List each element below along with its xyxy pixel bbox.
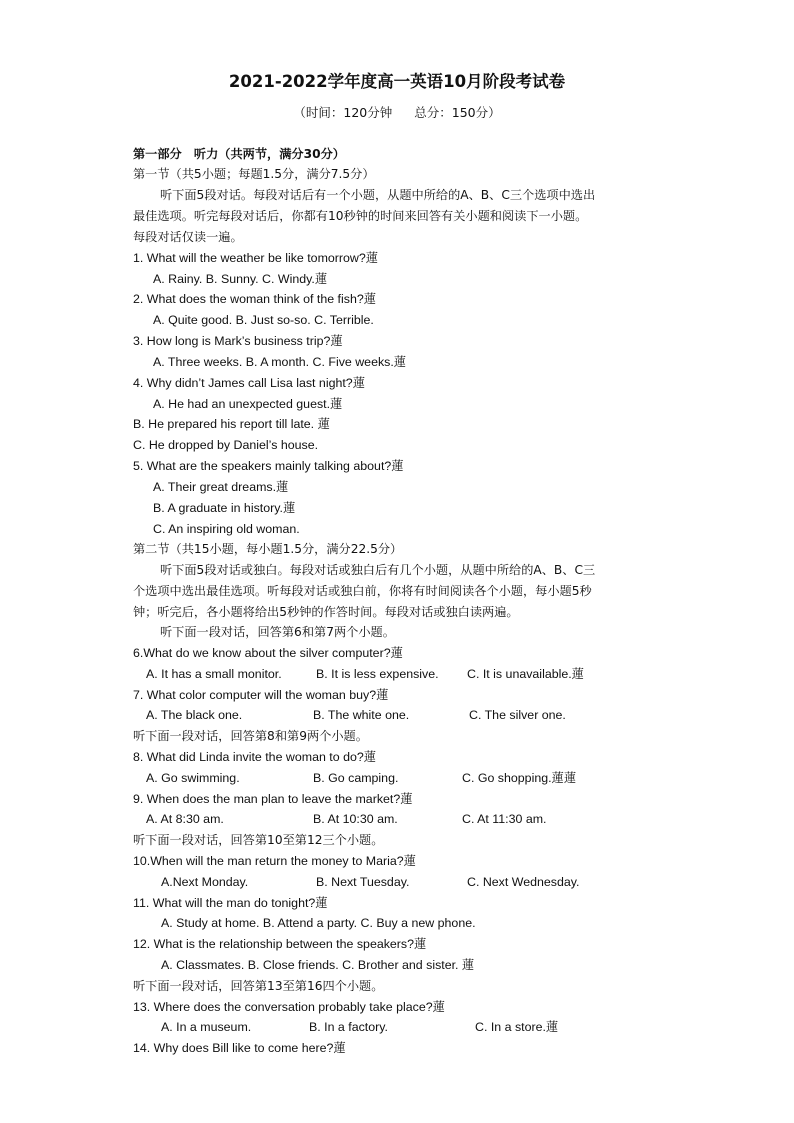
question-stem: 13. Where does the conversation probably take place?蓮 [133, 1000, 446, 1014]
option-c: C. It is unavailable.蓮 [467, 667, 585, 681]
option-b: B. At 10:30 am. [313, 812, 398, 826]
question-options: A. Study at home. B. Attend a party. C. Buy a new phone. [161, 916, 476, 930]
section1-instruction-line: 每段对话仅读一遍。 [133, 230, 243, 244]
question-stem: 10.When will the man return the money to Maria?蓮 [133, 854, 417, 868]
option-b: B. Go camping. [313, 771, 399, 785]
option-a: A.Next Monday. [161, 875, 249, 889]
section1-instruction-line: 最佳选项。听完每段对话后，你都有10秒钟的时间来回答有关小题和阅读下一小题。 [133, 209, 588, 223]
question-stem: 9. When does the man plan to leave the market?蓮 [133, 792, 413, 806]
part1-heading: 第一部分 听力（共两节，满分30分） [133, 147, 345, 161]
option-b: B. In a factory. [309, 1020, 388, 1034]
section2-heading: 第二节（共15小题，每小题1.5分，满分22.5分） [133, 542, 403, 556]
question-stem: 8. What did Linda invite the woman to do?蓮 [133, 750, 377, 764]
option-a: A. At 8:30 am. [146, 812, 224, 826]
option-a: A. Go swimming. [146, 771, 240, 785]
option-b: B. He prepared his report till late. 蓮 [133, 417, 330, 431]
option-a: A. He had an unexpected guest.蓮 [153, 397, 343, 411]
option-c: C. Go shopping.蓮蓮 [462, 771, 577, 785]
question-options: A. Three weeks. B. A month. C. Five weeks.蓮 [153, 355, 407, 369]
option-c: C. He dropped by Daniel’s house. [133, 438, 319, 452]
question-options: A. Classmates. B. Close friends. C. Brother and sister. 蓮 [161, 958, 475, 972]
question-stem: 11. What will the man do tonight?蓮 [133, 896, 328, 910]
option-a: A. In a museum. [161, 1020, 252, 1034]
question-stem: 3. How long is Mark’s business trip?蓮 [133, 334, 343, 348]
page-title: 2021-2022学年度高一英语10月阶段考试卷 [228, 72, 566, 91]
option-a: A. Their great dreams.蓮 [153, 480, 289, 494]
section1-instruction-line: 听下面5段对话。每段对话后有一个小题，从题中所给的A、B、C三个选项中选出 [160, 188, 596, 202]
section2-instruction-line: 钟；听完后，各小题将给出5秒钟的作答时间。每段对话或独白读两遍。 [133, 605, 519, 619]
sub-instruction: 听下面一段对话，回答第13至第16四个小题。 [133, 979, 384, 993]
option-a: A. The black one. [146, 708, 243, 722]
option-c: C. Next Wednesday. [467, 875, 580, 889]
option-c: C. An inspiring old woman. [153, 522, 300, 536]
question-stem: 5. What are the speakers mainly talking about?蓮 [133, 459, 404, 473]
option-c: C. In a store.蓮 [475, 1020, 559, 1034]
question-stem: 12. What is the relationship between the speakers?蓮 [133, 937, 427, 951]
option-c: C. The silver one. [469, 708, 566, 722]
sub-instruction: 听下面一段对话，回答第10至第12三个小题。 [133, 833, 384, 847]
question-stem: 1. What will the weather be like tomorrow?蓮 [133, 251, 379, 265]
option-a: A. It has a small monitor. [146, 667, 282, 681]
option-c: C. At 11:30 am. [462, 812, 547, 826]
question-options: A. Rainy. B. Sunny. C. Windy.蓮 [153, 272, 328, 286]
option-b: B. Next Tuesday. [316, 875, 410, 889]
question-stem: 7. What color computer will the woman buy?蓮 [133, 688, 389, 702]
sub-instruction: 听下面一段对话，回答第8和第9两个小题。 [133, 729, 368, 743]
option-b: B. It is less expensive. [316, 667, 439, 681]
section1-heading: 第一节（共5小题；每题1.5分，满分7.5分） [133, 167, 375, 181]
question-stem: 14. Why does Bill like to come here?蓮 [133, 1041, 346, 1055]
section2-instruction-line: 个选项中选出最佳选项。听每段对话或独白前，你将有时间阅读各个小题，每小题5秒 [133, 584, 592, 598]
question-stem: 6.What do we know about the silver computer?蓮 [133, 646, 403, 660]
exam-time: （时间：120分钟 [293, 105, 393, 120]
exam-info [0, 103, 794, 121]
exam-total: 总分：150分） [414, 105, 501, 120]
option-b: B. The white one. [313, 708, 410, 722]
option-b: B. A graduate in history.蓮 [153, 501, 296, 515]
section2-instruction-line: 听下面5段对话或独白。每段对话或独白后有几个小题，从题中所给的A、B、C三 [160, 563, 596, 577]
question-options: A. Quite good. B. Just so-so. C. Terrible. [153, 313, 374, 327]
question-stem: 4. Why didn’t James call Lisa last night?蓮 [133, 376, 366, 390]
question-stem: 2. What does the woman think of the fish?蓮 [133, 292, 377, 306]
sub-instruction: 听下面一段对话，回答第6和第7两个小题。 [160, 625, 395, 639]
